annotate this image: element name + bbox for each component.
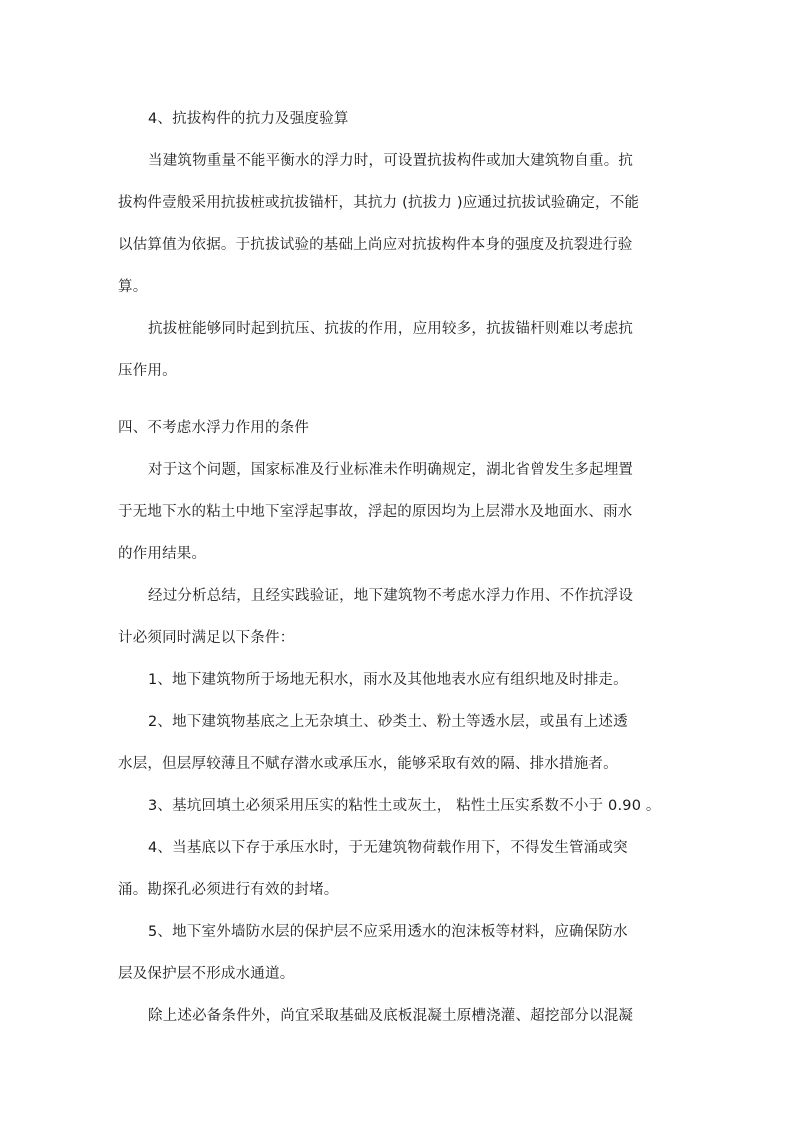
list-item-3: 3、基坑回填土必须采用压实的粘性土或灰土， 粘性土压实系数不小于 0.90 。 bbox=[148, 798, 661, 814]
paragraph-line: 拔构件壹般采用抗拔桩或抗拔锚杆，其抗力 (抗拔力 )应通过抗拔试验确定，不能 bbox=[118, 195, 640, 211]
paragraph-line: 计必须同时满足以下条件： bbox=[118, 630, 295, 646]
paragraph-line: 当建筑物重量不能平衡水的浮力时，可设置抗拔构件或加大建筑物自重。抗 bbox=[148, 153, 634, 169]
paragraph-line: 压作用。 bbox=[118, 363, 177, 379]
paragraph-line: 抗拔桩能够同时起到抗压、抗拔的作用，应用较多，抗拔锚杆则难以考虑抗 bbox=[148, 321, 634, 337]
paragraph-line: 于无地下水的粘土中地下室浮起事故，浮起的原因均为上层滞水及地面水、雨水 bbox=[118, 504, 633, 520]
paragraph-line: 的作用结果。 bbox=[118, 546, 207, 562]
section-heading-4: 4、抗拔构件的抗力及强度验算 bbox=[148, 111, 349, 127]
paragraph-line: 层及保护层不形成水通道。 bbox=[118, 966, 295, 982]
paragraph-line: 经过分析总结，且经实践验证，地下建筑物不考虑水浮力作用、不作抗浮设 bbox=[148, 588, 634, 604]
section-heading-four: 四、不考虑水浮力作用的条件 bbox=[118, 420, 310, 436]
paragraph-line: 算。 bbox=[118, 279, 148, 295]
paragraph-line: 涌。勘探孔必须进行有效的封堵。 bbox=[118, 882, 339, 898]
list-item-5: 5、地下室外墙防水层的保护层不应采用透水的泡沫板等材料，应确保防水 bbox=[148, 924, 628, 940]
paragraph-line: 以估算值为依据。于抗拔试验的基础上尚应对抗拔构件本身的强度及抗裂进行验 bbox=[118, 237, 633, 253]
list-item-1: 1、地下建筑物所于场地无积水，雨水及其他地表水应有组织地及时排走。 bbox=[148, 672, 628, 688]
paragraph-line: 对于这个问题，国家标准及行业标准未作明确规定，湖北省曾发生多起埋置 bbox=[148, 462, 634, 478]
paragraph-line: 水层，但层厚较薄且不赋存潜水或承压水，能够采取有效的隔、排水措施者。 bbox=[118, 756, 618, 772]
list-item-2: 2、地下建筑物基底之上无杂填土、砂类土、粉土等透水层，或虽有上述透 bbox=[148, 714, 628, 730]
paragraph-line: 除上述必备条件外，尚宜采取基础及底板混凝土原槽浇灌、超挖部分以混凝 bbox=[148, 1008, 634, 1024]
list-item-4: 4、当基底以下存于承压水时，于无建筑物荷载作用下，不得发生管涌或突 bbox=[148, 840, 628, 856]
